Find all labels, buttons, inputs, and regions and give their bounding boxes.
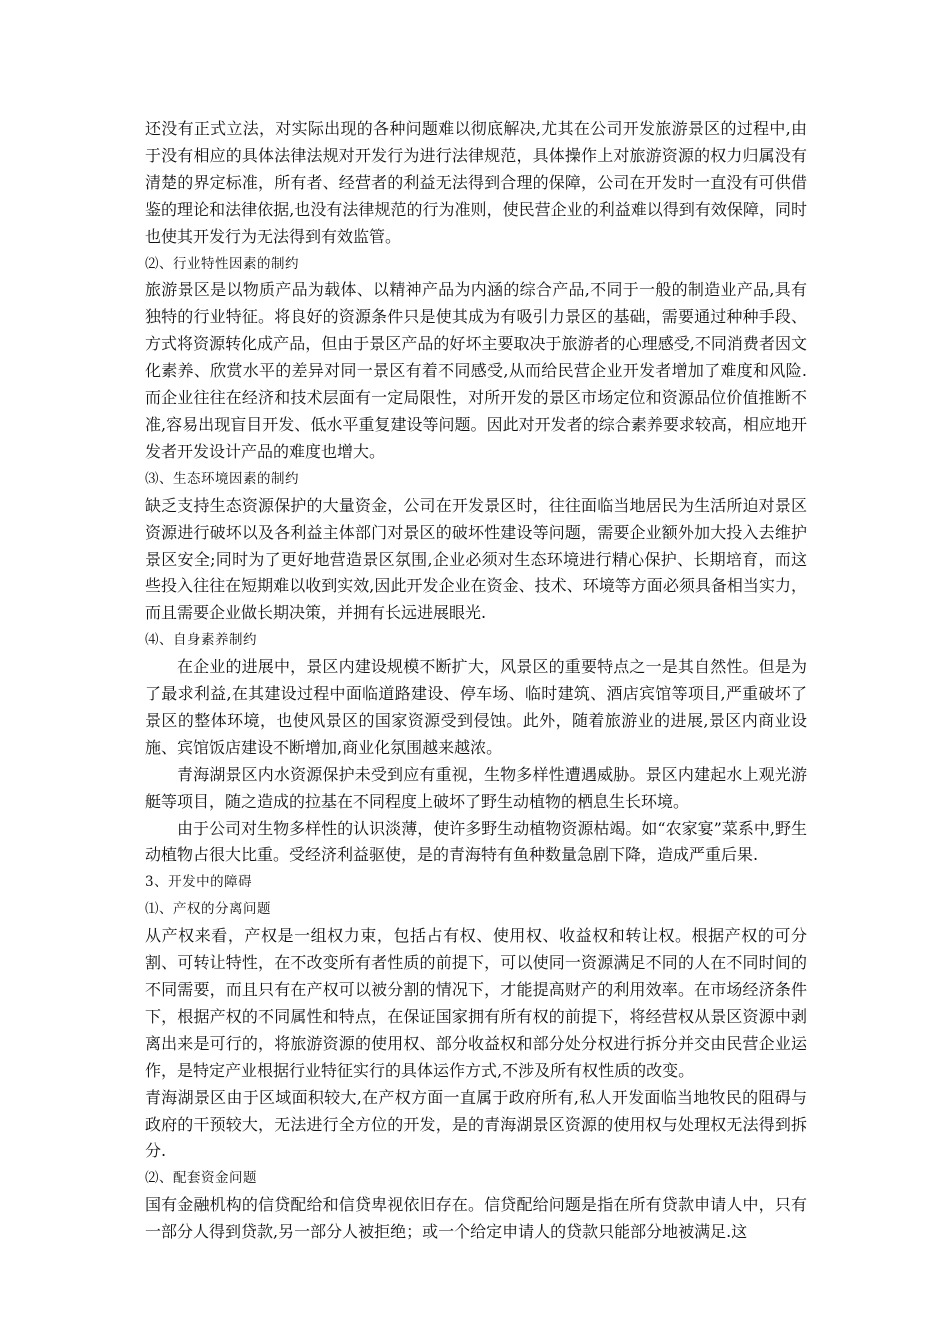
heading-ecology-factors: ⑶、生态环境因素的制约 — [145, 470, 299, 487]
paragraph-biodiversity: 由于公司对生物多样性的认识淡薄，使许多野生动植物资源枯竭。如“农家宴”菜系中,野生动植物占很大比重。受经济利益驱使，是的青海特有鱼种数量急剧下降，造成严重后果. — [145, 818, 807, 865]
heading-property-rights: ⑴、产权的分离问题 — [145, 901, 271, 918]
paragraph-scale-expansion: 在企业的进展中，景区内建设规模不断扩大，风景区的重要特点之一是其自然性。但是为了最求利益,在其建设过程中面临道路建设、停车场、临时建筑、酒店宾馆等项目,严重破坏了景区的整体环境，也使风景区的国家资源受到侵蚀。此外，随着旅游业的进展,景区内商业设施、宾馆饭店建设不断增加,商业化氛围越来越浓。 — [145, 657, 807, 757]
paragraph-ecology-factors: 缺乏支持生态资源保护的大量资金，公司在开发景区时，往往面临当地居民为生活所迫对景区资源进行破坏以及各利益主体部门对景区的破坏性建设等问题，需要企业额外加大投入去维护景区安全;同时为了更好地营造景区氛围,企业必须对生态环境进行精心保护、长期培育，而这些投入往往在短期难以收到实效,因此开发企业在资金、技术、环境等方面必须具备相当实力，而且需要企业做长期决策，并拥有长远进展眼光. — [145, 495, 807, 623]
paragraph-water-protection: 青海湖景区内水资源保护未受到应有重视，生物多样性遭遇威胁。景区内建起水上观光游艇等项目，随之造成的拉基在不同程度上破坏了野生动植物的栖息生长环境。 — [145, 764, 807, 811]
paragraph-industry-factors: 旅游景区是以物质产品为载体、以精神产品为内涵的综合产品,不同于一般的制造业产品,具有独特的行业特征。将良好的资源条件只是使其成为有吸引力景区的基础，需要通过种种手段、方式将资源转化成产品，但由于景区产品的好坏主要取决于旅游者的心理感受,不同消费者因文化素养、欣赏水平的差异对同一景区有着不同感受,从而给民营企业开发者增加了难度和风险.而企业往往在经济和技术层面有一定局限性，对所开发的景区市场定位和资源品位价值推断不准,容易出现盲目开发、低水平重复建设等问题。因此对开发者的综合素养要求较高，相应地开发者开发设计产品的难度也增大。 — [145, 280, 807, 461]
heading-development-obstacles: 3、开发中的障碍 — [145, 874, 253, 891]
paragraph-property-rights: 从产权来看，产权是一组权力束，包括占有权、使用权、收益权和转让权。根据产权的可分割、可转让特性，在不改变所有者性质的前提下，可以使同一资源满足不同的人在不同时间的不同需要，而且只有在产权可以被分割的情况下，才能提高财产的利用效率。在市场经济条件下，根据产权的不同属性和特点，在保证国家拥有所有权的前提下，将经营权从景区资源中剥离出来是可行的，将旅游资源的使用权、部分收益权和部分处分权进行拆分并交由民营企业运作，是特定产业根据行业特征实行的具体运作方式,不涉及所有权性质的改变。 — [145, 926, 807, 1080]
heading-funding: ⑵、配套资金问题 — [145, 1170, 257, 1187]
paragraph-legislation: 还没有正式立法，对实际出现的各种问题难以彻底解决,尤其在公司开发旅游景区的过程中,由于没有相应的具体法律法规对开发行为进行法律规范，具体操作上对旅游资源的权力归属没有清楚的界定标准，所有者、经营者的利益无法得到合理的保障，公司在开发时一直没有可供借鉴的理论和法律依据,也没有法律规范的行为准则，使民营企业的利益难以得到有效保障，同时也使其开发行为无法得到有效监管。 — [145, 119, 807, 246]
heading-industry-factors: ⑵、行业特性因素的制约 — [145, 255, 299, 272]
document-body — [145, 116, 807, 1246]
paragraph-qinghai-rights: 青海湖景区由于区域面积较大,在产权方面一直属于政府所有,私人开发面临当地牧民的阻碍与政府的干预较大，无法进行全方位的开发，是的青海湖景区资源的使用权与处理权无法得到拆分. — [145, 1087, 807, 1161]
paragraph-funding: 国有金融机构的信贷配给和信贷卑视依旧存在。信贷配给问题是指在所有贷款申请人中，只有一部分人得到贷款,另一部分人被拒绝；或一个给定申请人的贷款只能部分地被满足.这 — [145, 1195, 807, 1242]
heading-self-quality: ⑷、自身素养制约 — [145, 632, 257, 649]
